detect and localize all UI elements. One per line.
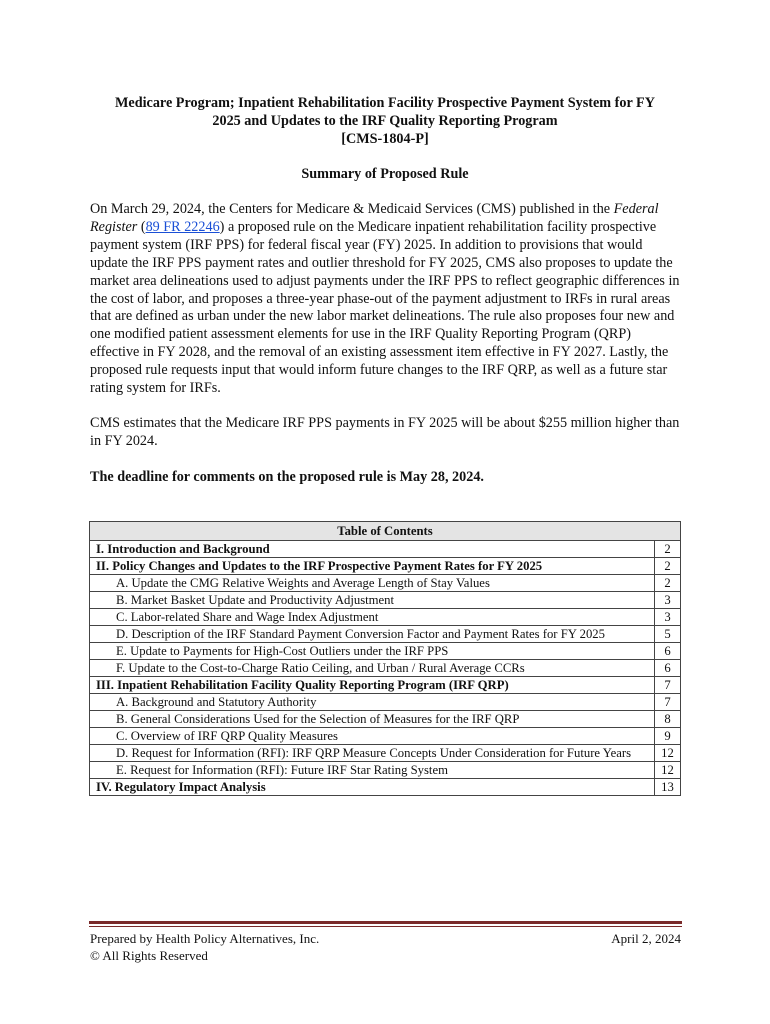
toc-row: [90, 762, 681, 779]
toc-page-number: 2: [655, 575, 681, 592]
toc-subsection-label: A. Background and Statutory Authority: [90, 694, 655, 711]
toc-page-number: 2: [655, 541, 681, 558]
toc-page-number: 6: [655, 660, 681, 677]
toc-row: [90, 711, 681, 728]
toc-row: [90, 745, 681, 762]
toc-row: [90, 694, 681, 711]
federal-register-link[interactable]: 89 FR 22246: [145, 218, 220, 235]
footer-divider-thick: [89, 921, 682, 924]
intro-text-start: On March 29, 2024, the Centers for Medicare & Medicaid Services (CMS) published in the: [90, 201, 614, 217]
toc-page-number: 13: [655, 779, 681, 796]
intro-paragraph: [90, 201, 682, 398]
toc-row: [90, 541, 681, 558]
toc-page-number: 3: [655, 592, 681, 609]
document-title: [90, 94, 680, 148]
toc-subsection-label: B. General Considerations Used for the Selection of Measures for the IRF QRP: [90, 711, 655, 728]
toc-page-number: 6: [655, 643, 681, 660]
toc-page-number: 5: [655, 626, 681, 643]
toc-subsection-label: D. Description of the IRF Standard Payment Conversion Factor and Payment Rates for FY 2025: [90, 626, 655, 643]
toc-section-label: I. Introduction and Background: [90, 541, 655, 558]
toc-page-number: 12: [655, 762, 681, 779]
title-line-2: 2025 and Updates to the IRF Quality Reporting Program: [212, 113, 558, 129]
footer-date: April 2, 2024: [611, 931, 681, 946]
toc-row: [90, 728, 681, 745]
toc-subsection-label: C. Labor-related Share and Wage Index Adjustment: [90, 609, 655, 626]
toc-page-number: 7: [655, 677, 681, 694]
toc-row: [90, 575, 681, 592]
toc-header-row: [90, 522, 681, 541]
toc-subsection-label: D. Request for Information (RFI): IRF QRP Measure Concepts Under Consideration for Future Years: [90, 745, 655, 762]
toc-section-label: IV. Regulatory Impact Analysis: [90, 779, 655, 796]
toc-page-number: 7: [655, 694, 681, 711]
intro-text-rest: ) a proposed rule on the Medicare inpatient rehabilitation facility prospective payment system (IRF PPS) for federal fiscal year (FY) 2025. In addition to provisions that would update the IRF PPS payment rates and outlier threshold for FY 2025, CMS also proposes to update the market area delineations used to adjust payments under the IRF PPS to reflect geographic differences in the cost of labor, and proposes a three-year phase-out of the payment adjustment to IRFs in rural areas that are defined as urban under the new labor market delineations. The rule also proposes four new and one modified patient assessment elements for use in the IRF Quality Reporting Program (QRP) effective in FY 2028, and the removal of an existing assessment item effective in FY 2027. Lastly, the proposed rule requests input that would inform future changes to the IRF QRP, as well as a future star rating system for IRFs.: [90, 218, 680, 397]
footer-rights: © All Rights Reserved: [90, 948, 208, 963]
title-line-1: Medicare Program; Inpatient Rehabilitation Facility Prospective Payment System for FY: [115, 95, 655, 111]
toc-row: [90, 677, 681, 694]
toc-row: [90, 626, 681, 643]
paren-open: (: [137, 218, 146, 235]
document-subtitle: Summary of Proposed Rule: [301, 166, 469, 182]
toc-subsection-label: A. Update the CMG Relative Weights and Average Length of Stay Values: [90, 575, 655, 592]
toc-section-label: II. Policy Changes and Updates to the IRF Prospective Payment Rates for FY 2025: [90, 558, 655, 575]
toc-subsection-label: C. Overview of IRF QRP Quality Measures: [90, 728, 655, 745]
toc-subsection-label: E. Update to Payments for High-Cost Outliers under the IRF PPS: [90, 643, 655, 660]
toc-page-number: 3: [655, 609, 681, 626]
toc-page-number: 8: [655, 711, 681, 728]
toc-subsection-label: E. Request for Information (RFI): Future IRF Star Rating System: [90, 762, 655, 779]
toc-row: [90, 779, 681, 796]
footer-prepared-by: Prepared by Health Policy Alternatives, Inc.: [90, 931, 320, 946]
toc-row: [90, 660, 681, 677]
toc-subsection-label: B. Market Basket Update and Productivity Adjustment: [90, 592, 655, 609]
deadline-paragraph: The deadline for comments on the proposed rule is May 28, 2024.: [90, 469, 484, 485]
toc-page-number: 9: [655, 728, 681, 745]
table-of-contents: [89, 521, 681, 796]
toc-row: [90, 609, 681, 626]
toc-row: [90, 643, 681, 660]
toc-section-label: III. Inpatient Rehabilitation Facility Quality Reporting Program (IRF QRP): [90, 677, 655, 694]
toc-subsection-label: F. Update to the Cost-to-Charge Ratio Ceiling, and Urban / Rural Average CCRs: [90, 660, 655, 677]
toc-heading: Table of Contents: [90, 522, 681, 541]
footer-credits: [90, 930, 319, 964]
estimate-paragraph: CMS estimates that the Medicare IRF PPS payments in FY 2025 will be about $255 million higher than in FY 2024.: [90, 415, 680, 449]
journal-name: Federal Register: [90, 201, 659, 235]
toc-page-number: 2: [655, 558, 681, 575]
footer-divider-thin: [89, 926, 682, 927]
toc-row: [90, 592, 681, 609]
toc-row: [90, 558, 681, 575]
toc-page-number: 12: [655, 745, 681, 762]
title-line-3: [CMS-1804-P]: [341, 131, 429, 147]
